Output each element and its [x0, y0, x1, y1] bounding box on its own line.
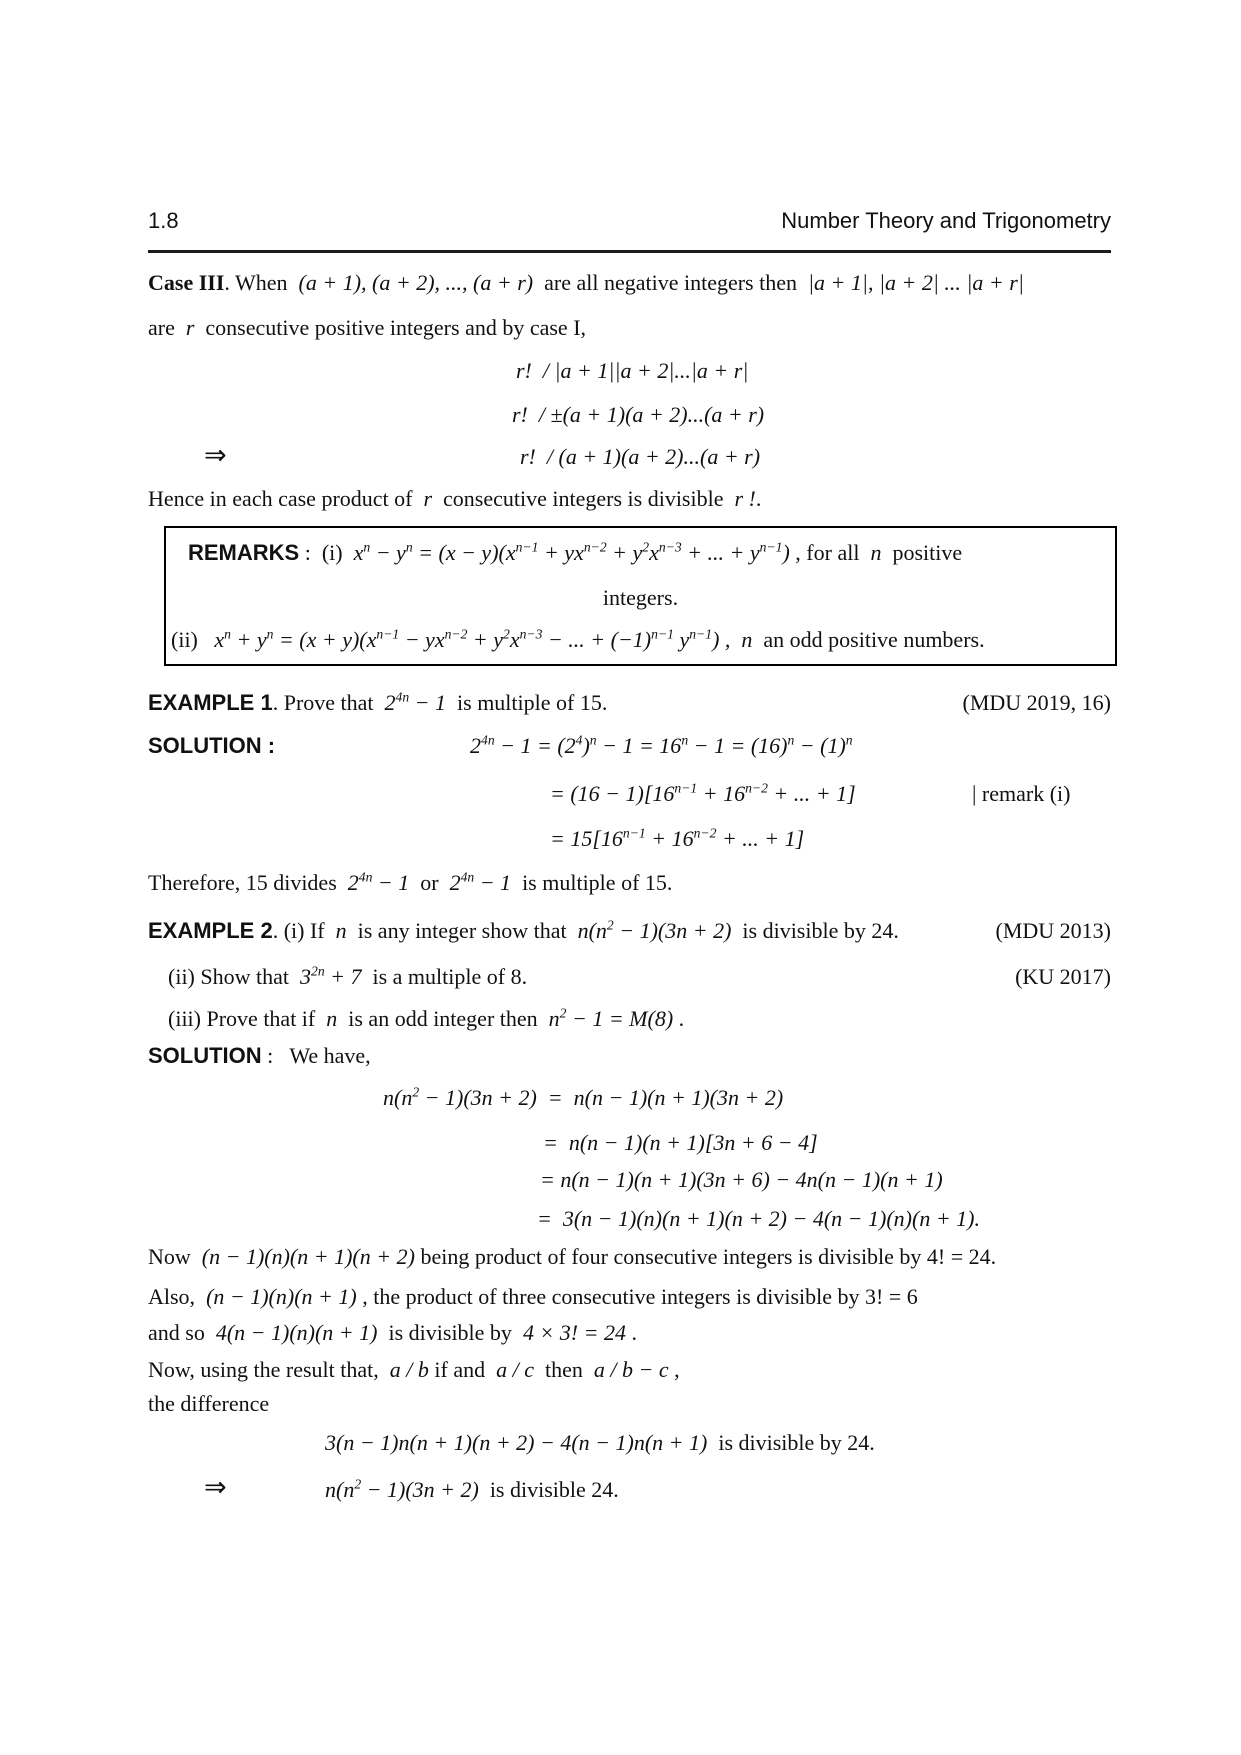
example2-equation-e — [325, 1428, 875, 1458]
case3-equation-3: r! / (a + 1)(a + 2)...(a + r) — [520, 444, 761, 469]
solution2-rest: : We have, — [261, 1043, 371, 1068]
hence-math2: r ! — [734, 486, 756, 511]
example1-head-text1: . Prove that — [272, 690, 385, 715]
example2-equation-d: = 3(n − 1)(n)(n + 1)(n + 2) − 4(n − 1)(n)(n + 1). — [537, 1206, 980, 1231]
page-header — [148, 206, 1111, 236]
example2-final-line — [325, 1475, 619, 1505]
also-text1: Also, — [148, 1284, 207, 1309]
example2-part3 — [168, 1004, 684, 1034]
example2-label: EXAMPLE 2 — [148, 918, 273, 943]
example2-source1: (MDU 2013) — [995, 918, 1111, 943]
andso-math1: 4(n − 1)(n)(n + 1) — [215, 1320, 378, 1345]
case3-line2-text1: are — [148, 315, 186, 340]
example1-solution-label — [148, 731, 275, 761]
example2-now-line — [148, 1242, 996, 1272]
solution1-label: SOLUTION — [148, 733, 262, 758]
example1-source: (MDU 2019, 16) — [962, 690, 1111, 715]
example1-heading-row — [148, 688, 1111, 718]
remarks-line3-text3: an odd positive numbers. — [752, 627, 985, 652]
example2-equation-a: $n(n^2 - 1)(3n + 2) = n(n - 1)(n + 1)(3n + 2)$ — [383, 1084, 784, 1110]
example2-head-math1: n — [335, 918, 347, 943]
case3-equation-2: r! / ±(a + 1)(a + 2)...(a + r) — [512, 402, 765, 427]
now-text1: Now — [148, 1244, 202, 1269]
example1-conclusion — [148, 868, 672, 898]
case3-line1 — [148, 268, 1024, 298]
using-text4: , — [668, 1357, 680, 1382]
part3-text3: . — [673, 1006, 685, 1031]
solution2-label: SOLUTION — [148, 1043, 262, 1068]
example2-head-text1: . (i) If — [272, 918, 336, 943]
example2-head-math2: $n(n^2 - 1)(3n + 2)$ — [577, 917, 732, 943]
remarks-line2: integers. — [602, 585, 679, 610]
example2-part2 — [148, 962, 527, 992]
case3-line2 — [148, 313, 586, 343]
part2-math1: $3^{2n} + 7$ — [300, 963, 362, 989]
remarks-line1-math2: n — [870, 540, 882, 565]
part2-text2: is a multiple of 8. — [361, 964, 528, 989]
andso-math2: 4 × 3! = 24 — [522, 1320, 626, 1345]
now-math1: (n − 1)(n)(n + 1)(n + 2) — [201, 1244, 415, 1269]
equation-e-text: is divisible by 24. — [707, 1430, 875, 1455]
remarks-line3-text2: , — [719, 627, 742, 652]
example2-equation-c: = n(n − 1)(n + 1)(3n + 6) − 4n(n − 1)(n + 1) — [540, 1167, 943, 1192]
example1-equation-3: = $15[16^{n-1} + 16^{n-2}$ + ... + 1] — [550, 825, 805, 851]
andso-text1: and so — [148, 1320, 216, 1345]
case3-conclusion — [148, 484, 761, 514]
hence-text3: . — [755, 486, 762, 511]
using-text2: if and — [428, 1357, 497, 1382]
solution1-colon: : — [261, 733, 276, 758]
example2-also-line — [148, 1282, 918, 1312]
hence-math1: r — [423, 486, 433, 511]
example1-equation-2: = $(16 - 1)[16^{n-1} + 16^{n-2}$ + ... + 1] — [550, 780, 856, 806]
example2-heading — [148, 916, 899, 946]
remarks-line1-text1: : (i) — [299, 540, 354, 565]
using-text3: then — [533, 1357, 594, 1382]
case3-label: Case III — [148, 270, 225, 295]
therefore-math2: $2^{4n} - 1$ — [449, 869, 512, 895]
part3-math2: $n^2 - 1 = M(8)$ — [548, 1005, 674, 1031]
implies-arrow-1: ⇒ — [204, 440, 227, 471]
case3-line1-math2: |a + 1|, |a + 2| ... |a + r| — [808, 270, 1024, 295]
also-math1: (n − 1)(n)(n + 1) — [206, 1284, 357, 1309]
using-text1: Now, using the result that, — [148, 1357, 390, 1382]
part3-text1: (iii) Prove that if — [168, 1006, 327, 1031]
the-difference-line: the difference — [148, 1391, 270, 1416]
case3-line2-math1: r — [185, 315, 195, 340]
example2-equation-b: = n(n − 1)(n + 1)[3n + 6 − 4] — [543, 1130, 818, 1155]
example2-andso-line — [148, 1318, 637, 1348]
example2-solution-label — [148, 1041, 371, 1071]
remarks-line1-math1: $x^n - y^n = (x - y)(x^{n-1} + yx^{n-2} + y^2x^{n-3}$ + ... + $y^{n-1}$) — [353, 539, 790, 565]
part3-text2: is an odd integer then — [337, 1006, 549, 1031]
also-text2: , the product of three consecutive integers is divisible by 3! = 6 — [356, 1284, 918, 1309]
chapter-title: Number Theory and Trigonometry — [781, 208, 1111, 233]
page-number: 1.8 — [148, 208, 179, 233]
example2-using-line — [148, 1355, 680, 1385]
andso-text2: is divisible by — [377, 1320, 523, 1345]
using-math1: a / b — [389, 1357, 429, 1382]
remarks-line3 — [171, 625, 985, 655]
remarks-line3-math2: n — [741, 627, 753, 652]
example2-head-text2: is any integer show that — [346, 918, 578, 943]
therefore-math1: $2^{4n} - 1$ — [347, 869, 410, 895]
remarks-box — [164, 526, 1117, 666]
remarks-line1-text2: , for all — [789, 540, 871, 565]
remarks-label: REMARKS — [188, 540, 300, 565]
implies-arrow-2: ⇒ — [204, 1472, 227, 1503]
therefore-text3: is multiple of 15. — [511, 870, 673, 895]
therefore-text2: or — [409, 870, 450, 895]
final-text: is divisible 24. — [478, 1477, 619, 1502]
example1-head-math1: $2^{4n} - 1$ — [384, 689, 447, 715]
using-math2: a / c — [496, 1357, 534, 1382]
case3-equation-1: r! / |a + 1||a + 2|...|a + r| — [516, 358, 749, 383]
part3-math1: n — [326, 1006, 338, 1031]
remark-reference-note: | remark (i) — [972, 781, 1071, 806]
example1-label: EXAMPLE 1 — [148, 690, 273, 715]
using-math3: a / b − c — [593, 1357, 669, 1382]
example2-part2-row — [148, 962, 1111, 992]
remarks-line3-math1: $x^n + y^n = (x + y)(x^{n-1} - yx^{n-2} + y^2x^{n-3}$ − ... + $(-1)^{n-1}$ $y^{n-1}$) — [214, 626, 720, 652]
case3-line2-text2: consecutive positive integers and by case I, — [194, 315, 587, 340]
case3-line1-math1: (a + 1), (a + 2), ..., (a + r) — [298, 270, 534, 295]
andso-text3: . — [625, 1320, 637, 1345]
case3-line1-text2: are all negative integers then — [533, 270, 808, 295]
final-math: $n(n^2 - 1)(3n + 2)$ — [325, 1476, 479, 1502]
remarks-line1 — [188, 538, 962, 568]
part2-text1: (ii) Show that — [168, 964, 300, 989]
therefore-text1: Therefore, 15 divides — [148, 870, 348, 895]
example2-heading-row — [148, 916, 1111, 946]
example1-head-text2: is multiple of 15. — [446, 690, 608, 715]
example2-source2: (KU 2017) — [1015, 964, 1111, 989]
header-rule — [148, 250, 1111, 253]
remarks-line1-text3: positive — [881, 540, 963, 565]
hence-text1: Hence in each case product of — [148, 486, 424, 511]
equation-e-math: 3(n − 1)n(n + 1)(n + 2) − 4(n − 1)n(n + 1) — [325, 1430, 708, 1455]
now-text2: being product of four consecutive integers is divisible by 4! = 24. — [414, 1244, 997, 1269]
example1-equation-1: $2^{4n} - 1 = (2^4)^n - 1 = 16^n - 1 = (16)^n - (1)^n$ — [470, 732, 853, 758]
hence-text2: consecutive integers is divisible — [432, 486, 735, 511]
remarks-line3-text1: (ii) — [171, 627, 215, 652]
example2-head-text3: is divisible by 24. — [731, 918, 899, 943]
example1-heading — [148, 688, 607, 718]
case3-line1-text1: . When — [224, 270, 299, 295]
